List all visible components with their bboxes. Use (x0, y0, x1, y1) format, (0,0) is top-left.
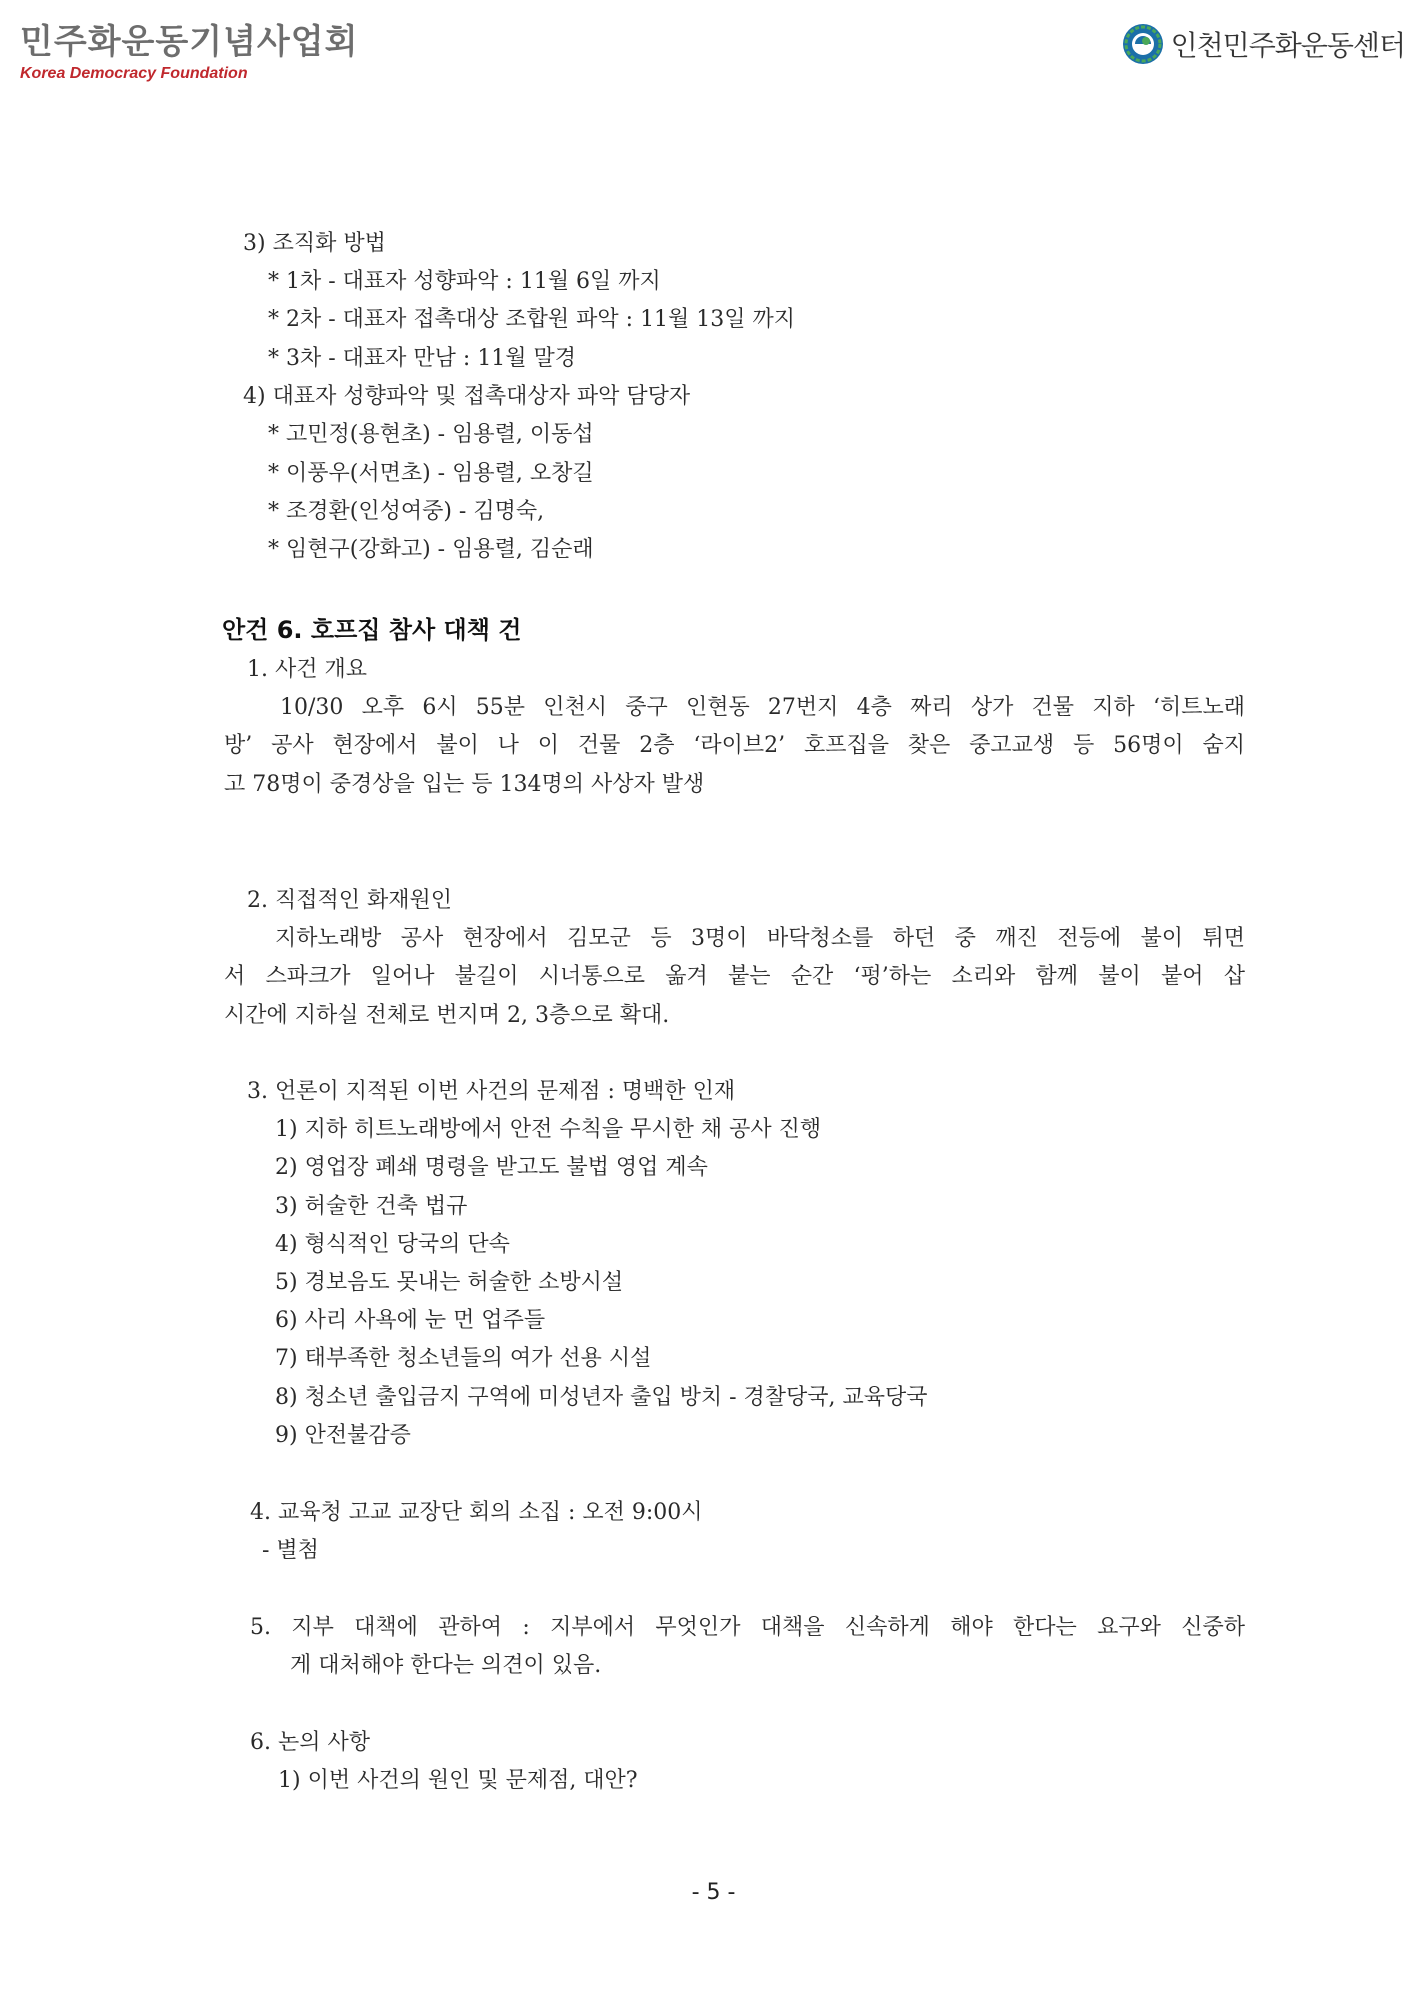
overview-line-1: 10/30 오후 6시 55분 인천시 중구 인현동 27번지 4층 짜리 상가 건물 지하 ‘히트노래 (280, 695, 1245, 720)
branch-line-2: 게 대처해야 한다는 의견이 있음. (290, 1653, 602, 1678)
section3-item-3: * 3차 - 대표자 만남 : 11월 말경 (268, 346, 577, 371)
problem-item-9: 9) 안전불감증 (275, 1423, 411, 1448)
section3-item-2: * 2차 - 대표자 접촉대상 조합원 파악 : 11월 13일 까지 (268, 307, 796, 332)
overview-line-2: 방’ 공사 현장에서 불이 나 이 건물 2층 ‘라이브2’ 호프집을 찾은 중고교생 등 56명이 숨지 (224, 733, 1245, 758)
problem-item-8: 8) 청소년 출입금지 구역에 미성년자 출입 방치 - 경찰당국, 교육당국 (275, 1385, 928, 1410)
problem-item-3: 3) 허술한 건축 법규 (275, 1194, 468, 1219)
problem-item-2: 2) 영업장 폐쇄 명령을 받고도 불법 영업 계속 (275, 1155, 708, 1180)
org-korean-name: 민주화운동기념사업회 (20, 22, 359, 62)
cause-title: 2. 직접적인 화재원인 (247, 888, 452, 913)
section4-item-2: * 이풍우(서면초) - 임용렬, 오창길 (268, 461, 594, 486)
problem-item-5: 5) 경보음도 못내는 허술한 소방시설 (275, 1270, 624, 1295)
header-right-logo (1121, 22, 1405, 66)
problem-item-4: 4) 형식적인 당국의 단속 (275, 1232, 510, 1257)
discussion-item-1: 1) 이번 사건의 원인 및 문제점, 대안? (278, 1768, 638, 1793)
header-left-logo (20, 22, 358, 84)
section4-item-4: * 임현구(강화고) - 임용렬, 김순래 (268, 537, 594, 562)
section4-title: 4) 대표자 성향파악 및 접촉대상자 파악 담당자 (243, 384, 691, 409)
meeting-title: 4. 교육청 고교 교장단 회의 소집 : 오전 9:00시 (250, 1500, 703, 1525)
overview-title: 1. 사건 개요 (247, 657, 367, 682)
overview-line-3: 고 78명이 중경상을 입는 등 134명의 사상자 발생 (224, 772, 705, 797)
discussion-title: 6. 논의 사항 (250, 1730, 370, 1755)
cause-line-2: 서 스파크가 일어나 불길이 시너통으로 옮겨 붙는 순간 ‘펑’하는 소리와 함께 불이 붙어 삽 (224, 964, 1245, 989)
problems-title: 3. 언론이 지적된 이번 사건의 문제점 : 명백한 인재 (247, 1079, 736, 1104)
section4-item-1: * 고민정(용현초) - 임용렬, 이동섭 (268, 422, 594, 447)
org-english-name: Korea Democracy Foundation (20, 65, 248, 82)
cause-line-1: 지하노래방 공사 현장에서 김모군 등 3명이 바닥청소를 하던 중 깨진 전등에 불이 튀면 (275, 926, 1245, 951)
section3-item-1: * 1차 - 대표자 성향파악 : 11월 6일 까지 (268, 269, 661, 294)
problem-item-7: 7) 태부족한 청소년들의 여가 선용 시설 (275, 1346, 652, 1371)
problem-item-1: 1) 지하 히트노래방에서 안전 수칙을 무시한 채 공사 진행 (275, 1117, 822, 1142)
meeting-note: - 별첨 (262, 1538, 319, 1563)
problem-item-6: 6) 사리 사욕에 눈 먼 업주들 (275, 1308, 546, 1333)
page-number: - 5 - (691, 1880, 736, 1905)
branch-line-1: 5. 지부 대책에 관하여 : 지부에서 무엇인가 대책을 신속하게 해야 한다는 요구와 신중하 (250, 1615, 1245, 1640)
center-emblem-icon (1121, 22, 1165, 66)
section4-item-3: * 조경환(인성여중) - 김명숙, (268, 499, 545, 524)
section3-title: 3) 조직화 방법 (243, 231, 386, 256)
agenda6-heading: 안건 6. 호프집 참사 대책 건 (222, 616, 522, 644)
center-name: 인천민주화운동센터 (1170, 29, 1405, 62)
cause-line-3: 시간에 지하실 전체로 번지며 2, 3층으로 확대. (224, 1003, 670, 1028)
